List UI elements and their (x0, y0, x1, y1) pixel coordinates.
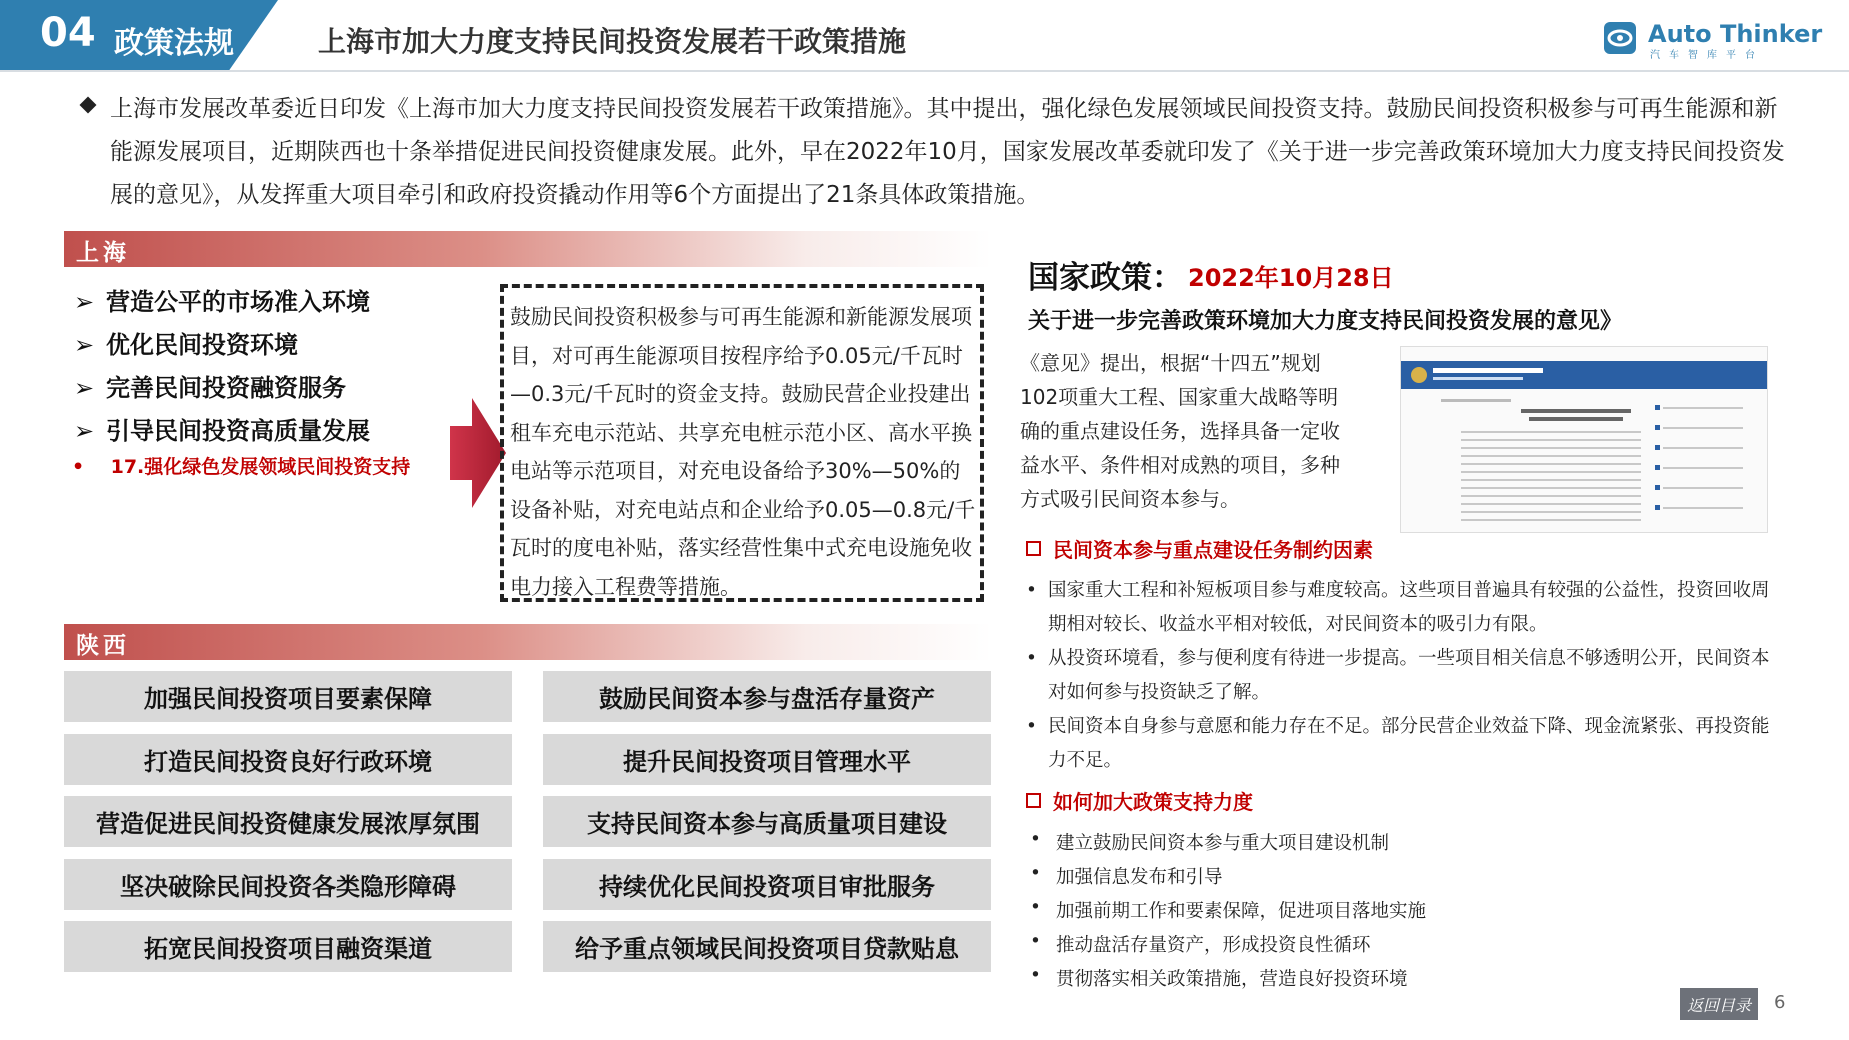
page-title: 上海市加大力度支持民间投资发展若干政策措施 (318, 25, 907, 58)
arrow-bullet-icon: ➢ (74, 331, 95, 359)
arrow-bullet-icon: ➢ (74, 417, 95, 445)
support-item: • 贯彻落实相关政策措施，营造良好投资环境 (1030, 965, 1408, 991)
back-to-contents-button[interactable]: 返回目录 (1680, 988, 1758, 1020)
shanghai-label: 上海 (76, 240, 130, 266)
national-policy-subtitle: 关于进一步完善政策环境加大力度支持民间投资发展的意见》 (1028, 309, 1623, 334)
policy-document-thumbnail (1400, 346, 1768, 533)
shaanxi-measure: 营造促进民间投资健康发展浓厚氛围 (64, 796, 512, 847)
support-heading: 如何加大政策支持力度 (1026, 786, 1253, 815)
support-item: • 加强信息发布和引导 (1030, 863, 1223, 889)
shaanxi-measure: 给予重点领域民间投资项目贷款贴息 (543, 921, 991, 972)
support-item: • 推动盘活存量资产，形成投资良性循环 (1030, 931, 1371, 957)
constraint-item: • 国家重大工程和补短板项目参与难度较高。这些项目普遍具有较强的公益性，投资回收周期相对较长、收益水平相对较低，对民间资本的吸引力有限。 (1026, 574, 1786, 642)
logo-text: Auto Thinker (1648, 20, 1823, 48)
shaanxi-measure: 拓宽民间投资项目融资渠道 (64, 921, 512, 972)
shaanxi-measure: 加强民间投资项目要素保障 (64, 671, 512, 722)
constraint-item: • 从投资环境看，参与便利度有待进一步提高。一些项目相关信息不够透明公开，民间资本对如何参与投资缺乏了解。 (1026, 642, 1786, 710)
shaanxi-label-bar (64, 624, 992, 660)
shaanxi-measure: 坚决破除民间投资各类隐形障碍 (64, 859, 512, 910)
shanghai-detail-text: 鼓励民间投资积极参与可再生能源和新能源发展项目，对可再生能源项目按程序给予0.05元/千瓦时—0.3元/千瓦时的资金支持。鼓励民营企业投建出租车充电示范站、共享充电桩示范小区、高水平换电站等示范项目，对充电设备给予30%—50%的设备补贴，对充电站点和企业给予0.05—0.8元/千瓦时的度电补贴，落实经营性集中式充电设施免收电力接入工程费等措施。 (510, 305, 976, 599)
shanghai-item: ➢ 完善民间投资融资服务 (74, 374, 346, 402)
national-policy-description: 《意见》提出，根据“十四五”规划102项重大工程、国家重大战略等明确的重点建设任务，选择具备一定收益水平、条件相对成熟的项目，多种方式吸引民间资本参与。 (1020, 351, 1340, 511)
shanghai-item: ➢ 引导民间投资高质量发展 (74, 417, 370, 445)
logo-subtitle: 汽车智库平台 (1650, 50, 1764, 61)
shanghai-highlight-item: • 17.强化绿色发展领域民间投资支持 (72, 456, 411, 478)
shanghai-label-bar (64, 231, 992, 267)
shanghai-item: ➢ 营造公平的市场准入环境 (74, 288, 370, 316)
diamond-bullet-icon (80, 97, 97, 114)
constraints-heading: 民间资本参与重点建设任务制约因素 (1026, 534, 1373, 563)
right-arrow-icon (450, 398, 506, 508)
support-item: • 建立鼓励民间资本参与重大项目建设机制 (1030, 829, 1389, 855)
square-bullet-icon (1026, 541, 1041, 556)
header-divider (0, 70, 1849, 72)
arrow-bullet-icon: ➢ (74, 288, 95, 316)
auto-thinker-logo-icon (1604, 22, 1636, 54)
arrow-bullet-icon: ➢ (74, 374, 95, 402)
support-item: • 加强前期工作和要素保障，促进项目落地实施 (1030, 897, 1426, 923)
national-policy-date: 2022年10月28日 (1188, 264, 1394, 292)
section-number: 04 (40, 10, 96, 56)
shaanxi-label: 陕西 (76, 633, 130, 659)
constraint-item: • 民间资本自身参与意愿和能力存在不足。部分民营企业效益下降、现金流紧张、再投资能力不足。 (1026, 710, 1786, 778)
shaanxi-measure: 持续优化民间投资项目审批服务 (543, 859, 991, 910)
shanghai-item: ➢ 优化民间投资环境 (74, 331, 298, 359)
square-bullet-icon (1026, 793, 1041, 808)
national-policy-title: 国家政策： (1028, 260, 1183, 296)
shaanxi-measure: 打造民间投资良好行政环境 (64, 734, 512, 785)
shaanxi-measure: 提升民间投资项目管理水平 (543, 734, 991, 785)
intro-paragraph: 上海市发展改革委近日印发《上海市加大力度支持民间投资发展若干政策措施》。其中提出，强化绿色发展领域民间投资支持。鼓励民间投资积极参与可再生能源和新能源发展项目，近期陕西也十条举措促进民间投资健康发展。此外，早在2022年10月，国家发展改革委就印发了《关于进一步完善政策环境加大力度支持民间投资发展的意见》，从发挥重大项目牵引和政府投资撬动作用等6个方面提出了21条具体政策措施。 (110, 96, 1785, 208)
shaanxi-measure: 鼓励民间资本参与盘活存量资产 (543, 671, 991, 722)
section-name: 政策法规 (114, 26, 234, 61)
shaanxi-measure: 支持民间资本参与高质量项目建设 (543, 796, 991, 847)
page-number: 6 (1774, 992, 1786, 1013)
